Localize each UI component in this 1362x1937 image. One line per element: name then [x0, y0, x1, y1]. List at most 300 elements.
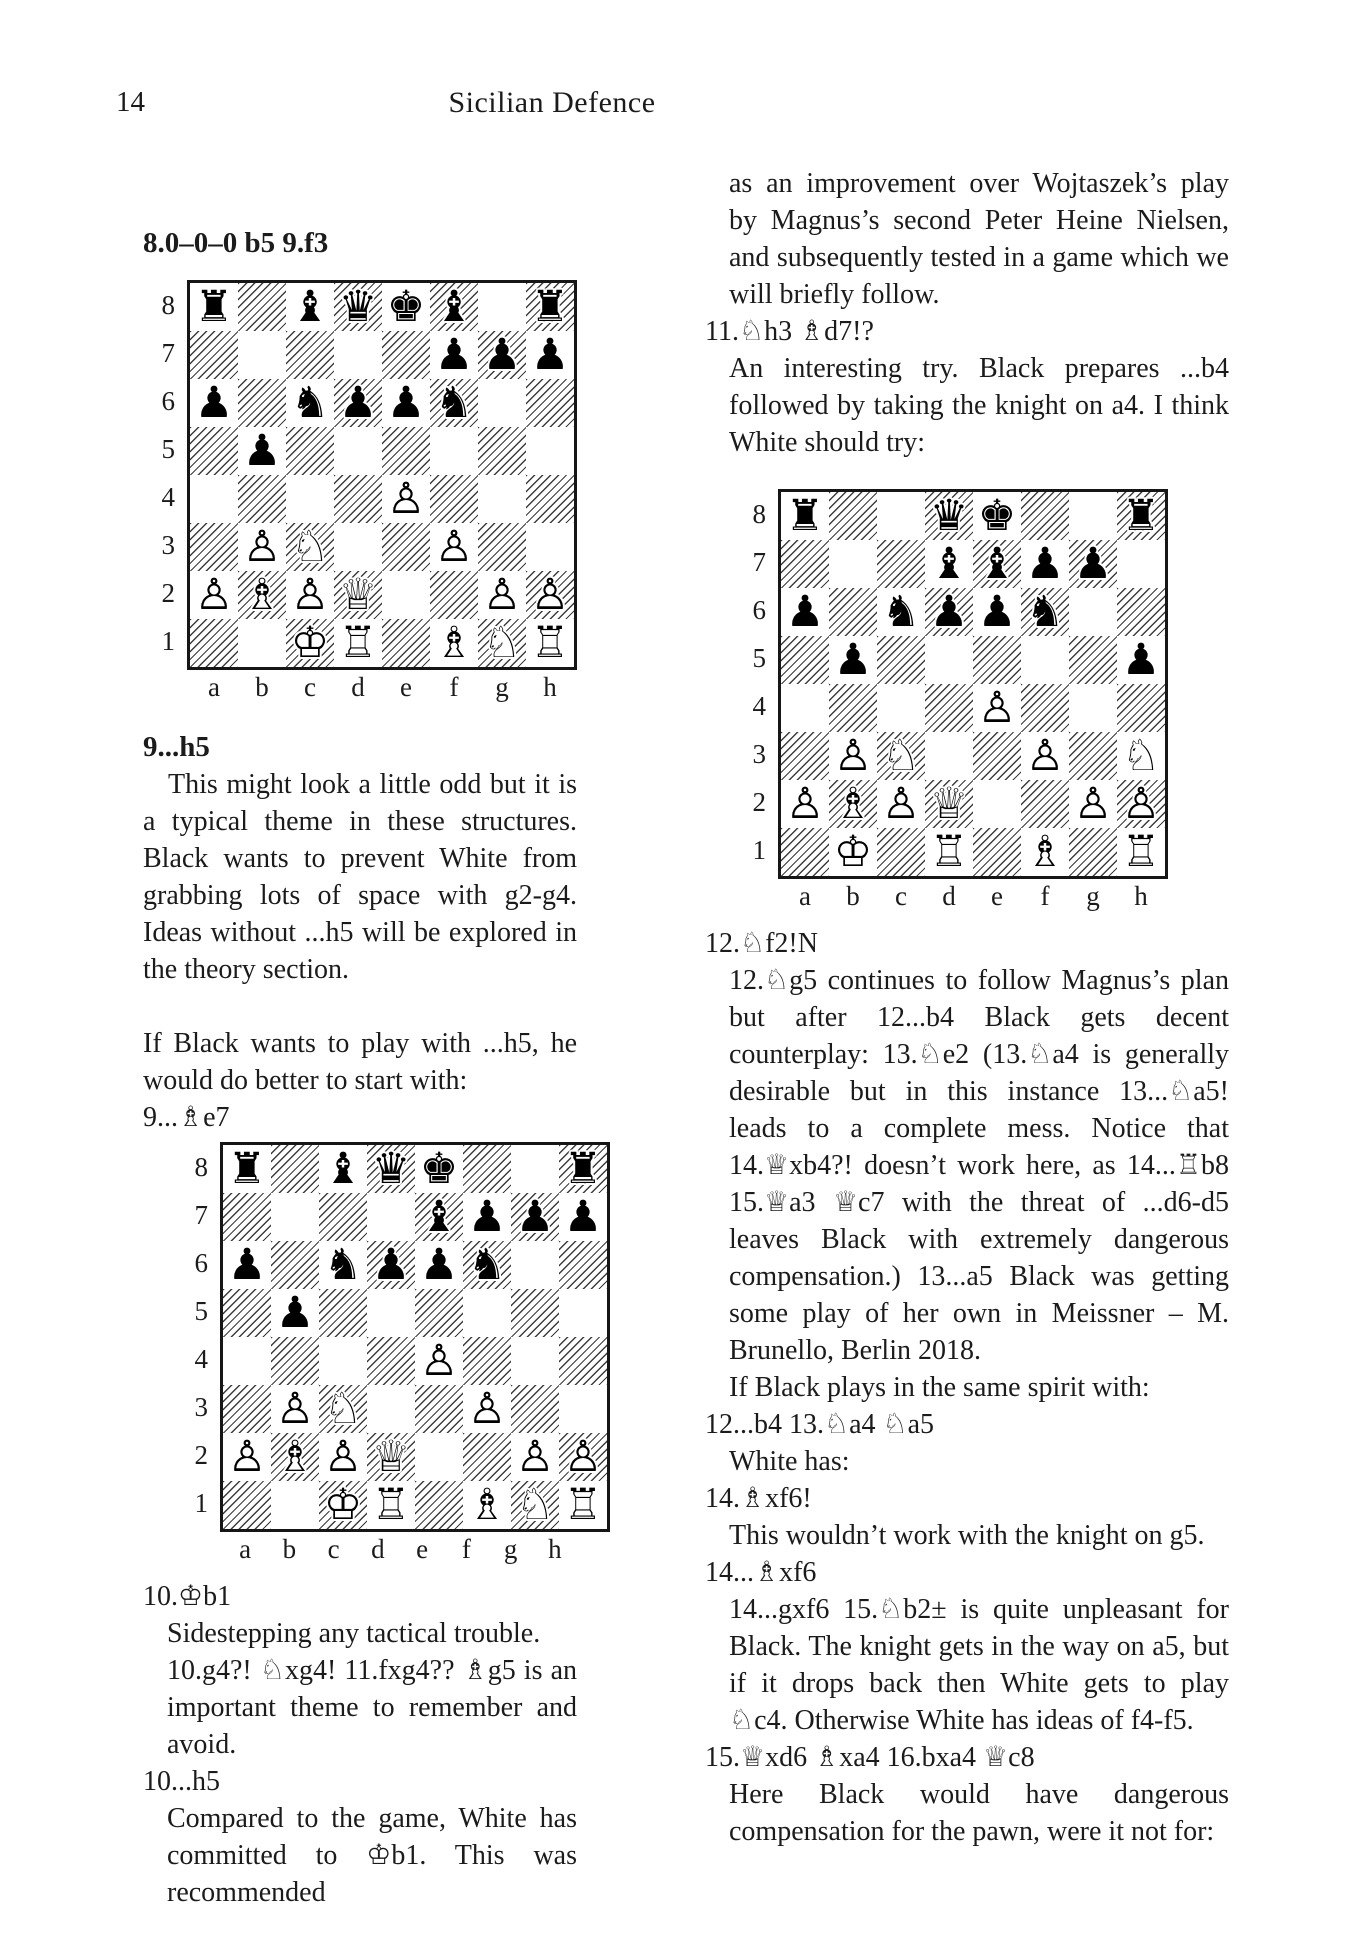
board-square-d2: [367, 1433, 415, 1481]
rank-label: 4: [752, 691, 766, 721]
board-square-f7: [1021, 540, 1069, 588]
chess-piece: [925, 492, 973, 540]
board-square-e2: [415, 1433, 463, 1481]
chess-piece: [1117, 732, 1165, 780]
board-square-d8: [925, 492, 973, 540]
board-square-g7: [478, 331, 526, 379]
chess-piece: [478, 571, 526, 619]
board-square-c2: [319, 1433, 367, 1481]
board-square-f7: [463, 1193, 511, 1241]
board-square-a1: [190, 619, 238, 667]
board-square-g3: [511, 1385, 559, 1433]
chess-piece: [925, 828, 973, 876]
chess-piece: [271, 1289, 319, 1337]
board-square-a1: [781, 828, 829, 876]
board-square-c4: [877, 684, 925, 732]
rank-label: 1: [752, 835, 766, 865]
commentary-paragraph: An interesting try. Black prepares ...b4 followed by taking the knight on a4. I think White should try:: [729, 353, 1229, 458]
rank-label: 1: [161, 626, 175, 656]
board-square-d6: [334, 379, 382, 427]
chess-piece: [1069, 780, 1117, 828]
chess-piece: [973, 684, 1021, 732]
file-label: g: [1086, 881, 1100, 911]
board-square-d7: [925, 540, 973, 588]
chess-piece: [781, 588, 829, 636]
board-square-e5: [382, 427, 430, 475]
chess-piece: [430, 619, 478, 667]
board-square-a2: [781, 780, 829, 828]
chess-piece: [430, 331, 478, 379]
board-square-e5: [973, 636, 1021, 684]
board-square-e1: [382, 619, 430, 667]
board-square-d4: [925, 684, 973, 732]
board-square-h4: [559, 1337, 607, 1385]
chess-piece: [286, 283, 334, 331]
board-square-e8: [382, 283, 430, 331]
board-square-b8: [271, 1145, 319, 1193]
chess-piece: [382, 379, 430, 427]
commentary-paragraph: This wouldn’t work with the knight on g5.: [729, 1520, 1205, 1551]
chess-piece: [415, 1193, 463, 1241]
chess-board: [778, 489, 1168, 879]
chess-piece: [367, 1481, 415, 1529]
board-square-e8: [415, 1145, 463, 1193]
page-number: 14: [116, 86, 145, 118]
chess-piece: [319, 1385, 367, 1433]
file-label: f: [461, 1534, 471, 1564]
board-square-h3: [559, 1385, 607, 1433]
main-line-move-heading: 9...h5: [143, 731, 210, 763]
board-square-f6: [430, 379, 478, 427]
board-square-f2: [430, 571, 478, 619]
board-square-c5: [877, 636, 925, 684]
rank-label: 6: [194, 1248, 208, 1278]
commentary-paragraph: White has:: [729, 1446, 850, 1477]
board-square-f6: [1021, 588, 1069, 636]
board-square-h2: [526, 571, 574, 619]
chess-piece: [478, 331, 526, 379]
file-label: c: [327, 1534, 340, 1564]
board-square-e4: [382, 475, 430, 523]
chess-piece: [973, 540, 1021, 588]
board-square-a5: [223, 1289, 271, 1337]
board-square-e6: [382, 379, 430, 427]
chess-piece: [238, 427, 286, 475]
board-square-b8: [829, 492, 877, 540]
right-text-column: [705, 165, 1229, 1850]
chess-piece: [1021, 732, 1069, 780]
board-square-h3: [526, 523, 574, 571]
chess-piece: [877, 588, 925, 636]
chess-piece: [781, 780, 829, 828]
rank-label: 2: [752, 787, 766, 817]
chess-piece: [511, 1433, 559, 1481]
variation-move-line: 12.♘f2!N: [705, 928, 818, 959]
rank-label: 7: [194, 1200, 208, 1230]
chess-piece: [271, 1433, 319, 1481]
board-square-e5: [415, 1289, 463, 1337]
chess-piece: [382, 283, 430, 331]
chess-piece: [430, 523, 478, 571]
board-square-d3: [334, 523, 382, 571]
board-square-a5: [190, 427, 238, 475]
board-square-h1: [526, 619, 574, 667]
board-square-g4: [478, 475, 526, 523]
chess-piece: [430, 379, 478, 427]
file-label: d: [942, 881, 956, 911]
commentary-paragraph: If Black wants to play with ...h5, he would do better to start with:: [143, 1028, 577, 1096]
rank-label: 3: [752, 739, 766, 769]
board-square-h7: [526, 331, 574, 379]
board-square-g8: [1069, 492, 1117, 540]
board-square-f4: [1021, 684, 1069, 732]
board-square-e2: [382, 571, 430, 619]
board-square-g3: [1069, 732, 1117, 780]
board-square-d5: [334, 427, 382, 475]
chess-board: [220, 1142, 610, 1532]
board-square-a3: [223, 1385, 271, 1433]
chess-piece: [430, 283, 478, 331]
board-square-e1: [973, 828, 1021, 876]
board-square-g5: [478, 427, 526, 475]
board-square-f5: [463, 1289, 511, 1337]
board-square-b7: [829, 540, 877, 588]
file-label: a: [208, 672, 220, 702]
board-square-d5: [367, 1289, 415, 1337]
chess-piece: [190, 379, 238, 427]
file-label: b: [255, 672, 269, 702]
rank-label: 4: [194, 1344, 208, 1374]
board-square-b5: [238, 427, 286, 475]
board-square-c5: [286, 427, 334, 475]
file-label: h: [548, 1534, 562, 1564]
file-label: d: [351, 672, 365, 702]
board-square-d8: [334, 283, 382, 331]
file-labels: [223, 1534, 577, 1564]
chess-piece: [319, 1481, 367, 1529]
chess-piece: [829, 828, 877, 876]
variation-move-line: 11.♘h3 ♗d7!?: [705, 316, 874, 347]
chess-piece: [829, 732, 877, 780]
board-square-g8: [478, 283, 526, 331]
board-square-g5: [1069, 636, 1117, 684]
left-text-column: [143, 224, 577, 1911]
board-square-a4: [223, 1337, 271, 1385]
board-square-b5: [829, 636, 877, 684]
board-square-d5: [925, 636, 973, 684]
chess-piece: [559, 1433, 607, 1481]
chess-piece: [1021, 588, 1069, 636]
commentary-paragraph: as an improvement over Wojtaszek’s play by Magnus’s second Peter Heine Nielsen, and subsequently tested in a game which we will briefly follow.: [729, 168, 1229, 310]
file-label: h: [543, 672, 557, 702]
chess-piece: [511, 1193, 559, 1241]
board-square-h4: [526, 475, 574, 523]
chess-piece: [463, 1193, 511, 1241]
board-square-f6: [463, 1241, 511, 1289]
board-square-b4: [271, 1337, 319, 1385]
rank-labels: [143, 280, 187, 664]
board-square-e2: [973, 780, 1021, 828]
rank-label: 8: [752, 499, 766, 529]
board-square-h2: [559, 1433, 607, 1481]
file-label: b: [846, 881, 860, 911]
chess-piece: [1117, 636, 1165, 684]
board-square-b7: [271, 1193, 319, 1241]
board-square-f2: [463, 1433, 511, 1481]
board-square-a5: [781, 636, 829, 684]
board-square-b6: [238, 379, 286, 427]
board-square-a2: [190, 571, 238, 619]
board-square-f1: [1021, 828, 1069, 876]
board-square-g1: [511, 1481, 559, 1529]
board-square-g1: [1069, 828, 1117, 876]
board-square-a1: [223, 1481, 271, 1529]
board-square-d3: [367, 1385, 415, 1433]
rank-label: 1: [194, 1488, 208, 1518]
board-square-c6: [319, 1241, 367, 1289]
board-square-f8: [1021, 492, 1069, 540]
commentary-paragraph: Compared to the game, White has committed to ♔b1. This was recommended: [167, 1803, 577, 1908]
board-square-c7: [286, 331, 334, 379]
variation-move-line: 10.♔b1: [143, 1581, 232, 1612]
rank-label: 7: [752, 547, 766, 577]
chess-piece: [559, 1481, 607, 1529]
board-square-b8: [238, 283, 286, 331]
board-square-c3: [319, 1385, 367, 1433]
board-square-g2: [511, 1433, 559, 1481]
board-square-c1: [877, 828, 925, 876]
board-square-f5: [1021, 636, 1069, 684]
board-square-f1: [463, 1481, 511, 1529]
board-square-c8: [286, 283, 334, 331]
chess-piece: [334, 379, 382, 427]
chess-piece: [334, 571, 382, 619]
board-square-g8: [511, 1145, 559, 1193]
board-square-g4: [511, 1337, 559, 1385]
board-square-a7: [223, 1193, 271, 1241]
board-square-g2: [1069, 780, 1117, 828]
rank-label: 3: [161, 530, 175, 560]
board-square-e8: [973, 492, 1021, 540]
board-square-a6: [781, 588, 829, 636]
board-square-c1: [319, 1481, 367, 1529]
board-square-g6: [478, 379, 526, 427]
board-square-a7: [190, 331, 238, 379]
board-square-a8: [223, 1145, 271, 1193]
file-label: a: [239, 1534, 252, 1564]
board-square-c8: [319, 1145, 367, 1193]
chess-piece: [925, 588, 973, 636]
chess-piece: [526, 331, 574, 379]
board-square-b1: [829, 828, 877, 876]
file-labels: [781, 881, 1229, 911]
chess-piece: [973, 492, 1021, 540]
file-label: f: [449, 672, 459, 702]
chess-piece: [877, 732, 925, 780]
board-square-d4: [367, 1337, 415, 1385]
commentary-paragraph: 14...gxf6 15.♘b2± is quite unpleasant for Black. The knight gets in the way on a5, but if it drops back then White gets to play ♘c4. Otherwise White has ideas of f4-f5.: [729, 1594, 1229, 1736]
variation-move-line: 15.♕xd6 ♗xa4 16.bxa4 ♕c8: [705, 1742, 1035, 1773]
chess-piece: [319, 1241, 367, 1289]
rank-labels: [176, 1142, 220, 1526]
board-square-g3: [478, 523, 526, 571]
board-square-h8: [1117, 492, 1165, 540]
file-label: g: [503, 1534, 518, 1564]
chess-piece: [1117, 780, 1165, 828]
rank-label: 5: [194, 1296, 208, 1326]
board-square-h5: [526, 427, 574, 475]
rank-label: 8: [194, 1152, 208, 1182]
board-square-g6: [1069, 588, 1117, 636]
board-square-c7: [877, 540, 925, 588]
board-square-e6: [415, 1241, 463, 1289]
chess-piece: [238, 523, 286, 571]
board-square-b3: [238, 523, 286, 571]
chess-piece: [559, 1193, 607, 1241]
file-label: c: [304, 672, 316, 702]
chess-piece: [925, 780, 973, 828]
board-square-g7: [1069, 540, 1117, 588]
chess-piece: [415, 1145, 463, 1193]
board-square-c4: [286, 475, 334, 523]
diagram-after-9be7: [176, 1142, 577, 1564]
board-square-g4: [1069, 684, 1117, 732]
board-square-h5: [559, 1289, 607, 1337]
rank-label: 8: [161, 290, 175, 320]
file-label: h: [1134, 881, 1148, 911]
file-label: d: [371, 1534, 385, 1564]
chess-piece: [463, 1385, 511, 1433]
rank-label: 2: [194, 1440, 208, 1470]
board-square-b1: [238, 619, 286, 667]
rank-label: 2: [161, 578, 175, 608]
board-square-h8: [526, 283, 574, 331]
board-square-a3: [781, 732, 829, 780]
chess-piece: [382, 475, 430, 523]
board-square-a8: [781, 492, 829, 540]
board-square-h7: [1117, 540, 1165, 588]
running-head-title: Sicilian Defence: [448, 86, 656, 119]
file-label: e: [416, 1534, 429, 1564]
variation-move-line: 14.♗xf6!: [705, 1483, 812, 1514]
chess-piece: [286, 619, 334, 667]
chess-piece: [223, 1241, 271, 1289]
board-square-f2: [1021, 780, 1069, 828]
board-square-a6: [190, 379, 238, 427]
board-square-h1: [1117, 828, 1165, 876]
chess-piece: [286, 379, 334, 427]
chess-piece: [223, 1145, 271, 1193]
chess-piece: [238, 571, 286, 619]
file-label: a: [799, 881, 811, 911]
chess-piece: [1117, 828, 1165, 876]
chess-piece: [1021, 828, 1069, 876]
board-square-f8: [463, 1145, 511, 1193]
board-square-c1: [286, 619, 334, 667]
main-line-move-heading: 8.0–0–0 b5 9.f3: [143, 227, 329, 259]
board-square-c2: [286, 571, 334, 619]
board-square-e4: [415, 1337, 463, 1385]
board-square-e1: [415, 1481, 463, 1529]
chess-piece: [526, 283, 574, 331]
board-square-g1: [478, 619, 526, 667]
board-square-a4: [781, 684, 829, 732]
board-square-f7: [430, 331, 478, 379]
variation-move-line: 10...h5: [143, 1766, 220, 1797]
chess-piece: [223, 1433, 271, 1481]
board-square-f1: [430, 619, 478, 667]
file-label: e: [400, 672, 412, 702]
commentary-paragraph: Here Black would have dangerous compensation for the pawn, were it not for:: [729, 1779, 1229, 1847]
chess-piece: [526, 571, 574, 619]
board-square-a4: [190, 475, 238, 523]
chess-piece: [367, 1433, 415, 1481]
board-square-h3: [1117, 732, 1165, 780]
file-labels: [190, 672, 577, 702]
chess-piece: [319, 1145, 367, 1193]
chess-piece: [526, 619, 574, 667]
board-square-c3: [286, 523, 334, 571]
board-square-d6: [367, 1241, 415, 1289]
board-square-e7: [973, 540, 1021, 588]
board-square-b3: [829, 732, 877, 780]
board-square-b2: [238, 571, 286, 619]
chess-piece: [511, 1481, 559, 1529]
board-square-c8: [877, 492, 925, 540]
rank-label: 4: [161, 482, 175, 512]
board-square-e3: [973, 732, 1021, 780]
paragraph-gap: [143, 988, 577, 1025]
commentary-paragraph: If Black plays in the same spirit with:: [729, 1372, 1150, 1403]
board-square-b3: [271, 1385, 319, 1433]
board-square-c3: [877, 732, 925, 780]
chess-piece: [271, 1385, 319, 1433]
file-label: e: [991, 881, 1003, 911]
board-square-e3: [382, 523, 430, 571]
file-label: c: [895, 881, 907, 911]
board-square-g6: [511, 1241, 559, 1289]
board-square-c6: [877, 588, 925, 636]
board-square-h2: [1117, 780, 1165, 828]
commentary-paragraph: 12.♘g5 continues to follow Magnus’s plan but after 12...b4 Black gets decent counterplay: 13.♘e2 (13.♘a4 is generally desirable but in this instance 13...♘a5! leads to a complete mess. Notice that 14.♕xb4?! doesn’t work here, as 14...♖b8 15.♕a3 ♕c7 with the threat of ...d6-d5 leaves Black with extremely dangerous compensation.) 13...a5 Black was getting some play of her own in Meissner – M. Brunello, Berlin 2018.: [729, 965, 1229, 1366]
board-square-a6: [223, 1241, 271, 1289]
variation-move-line: 14...♗xf6: [705, 1557, 817, 1588]
board-square-c4: [319, 1337, 367, 1385]
board-square-e3: [415, 1385, 463, 1433]
board-square-f4: [430, 475, 478, 523]
board-square-g7: [511, 1193, 559, 1241]
chess-piece: [463, 1241, 511, 1289]
chess-piece: [463, 1481, 511, 1529]
chess-piece: [334, 619, 382, 667]
chess-piece: [559, 1145, 607, 1193]
chess-piece: [190, 283, 238, 331]
chess-board: [187, 280, 577, 670]
chess-piece: [367, 1145, 415, 1193]
board-square-d4: [334, 475, 382, 523]
board-square-h5: [1117, 636, 1165, 684]
rank-label: 5: [752, 643, 766, 673]
chess-piece: [829, 780, 877, 828]
board-square-a3: [190, 523, 238, 571]
chess-piece: [415, 1337, 463, 1385]
chess-piece: [286, 571, 334, 619]
board-square-h7: [559, 1193, 607, 1241]
diagram-after-11bd7: [734, 489, 1229, 911]
board-square-f8: [430, 283, 478, 331]
board-square-g5: [511, 1289, 559, 1337]
board-square-a7: [781, 540, 829, 588]
